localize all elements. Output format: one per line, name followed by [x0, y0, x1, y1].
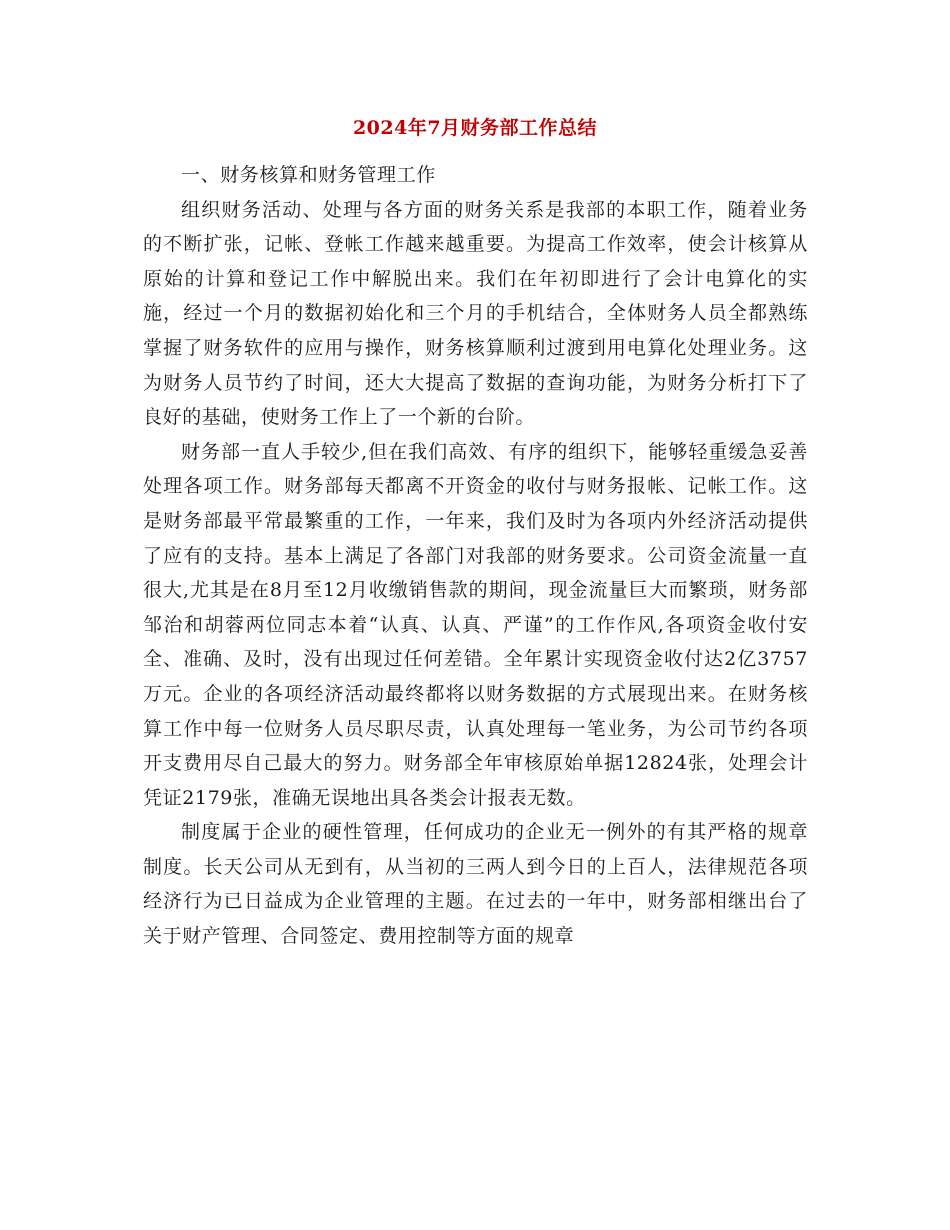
paragraph-2: 财务部一直人手较少,但在我们高效、有序的组织下，能够轻重缓急妥善处理各项工作。财务部每天都离不开资金的收付与财务报帐、记帐工作。这是财务部最平常最繁重的工作，一年来，我们及时为各项内外经济活动提供了应有的支持。基本上满足了各部门对我部的财务要求。公司资金流量一直很大,尤其是在8月至12月收缴销售款的期间，现金流量巨大而繁琐，财务部邹治和胡蓉两位同志本着“认真、认真、严谨”的工作作风,各项资金收付安全、准确、及时，没有出现过任何差错。全年累计实现资金收付达2亿3757万元。企业的各项经济活动最终都将以财务数据的方式展现出来。在财务核算工作中每一位财务人员尽职尽责，认真处理每一笔业务，为公司节约各项开支费用尽自己最大的努力。财务部全年审核原始单据12824张，处理会计凭证2179张，准确无误地出具各类会计报表无数。	[143, 440, 808, 809]
paragraph-3: 制度属于企业的硬性管理，任何成功的企业无一例外的有其严格的规章制度。长天公司从无到有，从当初的三两人到今日的上百人，法律规范各项经济行为已日益成为企业管理的主题。在过去的一年中，财务部相继出台了关于财产管理、合同签定、费用控制等方面的规章	[143, 821, 808, 948]
section-heading: 一、财务核算和财务管理工作	[181, 164, 436, 186]
document-body	[143, 158, 808, 954]
document-title: 2024年7月财务部工作总结	[352, 117, 598, 139]
paragraph-1: 组织财务活动、处理与各方面的财务关系是我部的本职工作，随着业务的不断扩张，记帐、登帐工作越来越重要。为提高工作效率，使会计核算从原始的计算和登记工作中解脱出来。我们在年初即进行了会计电算化的实施，经过一个月的数据初始化和三个月的手机结合，全体财务人员全都熟练掌握了财务软件的应用与操作，财务核算顺利过渡到用电算化处理业务。这为财务人员节约了时间，还大大提高了数据的查询功能，为财务分析打下了良好的基础，使财务工作上了一个新的台阶。	[143, 198, 808, 429]
